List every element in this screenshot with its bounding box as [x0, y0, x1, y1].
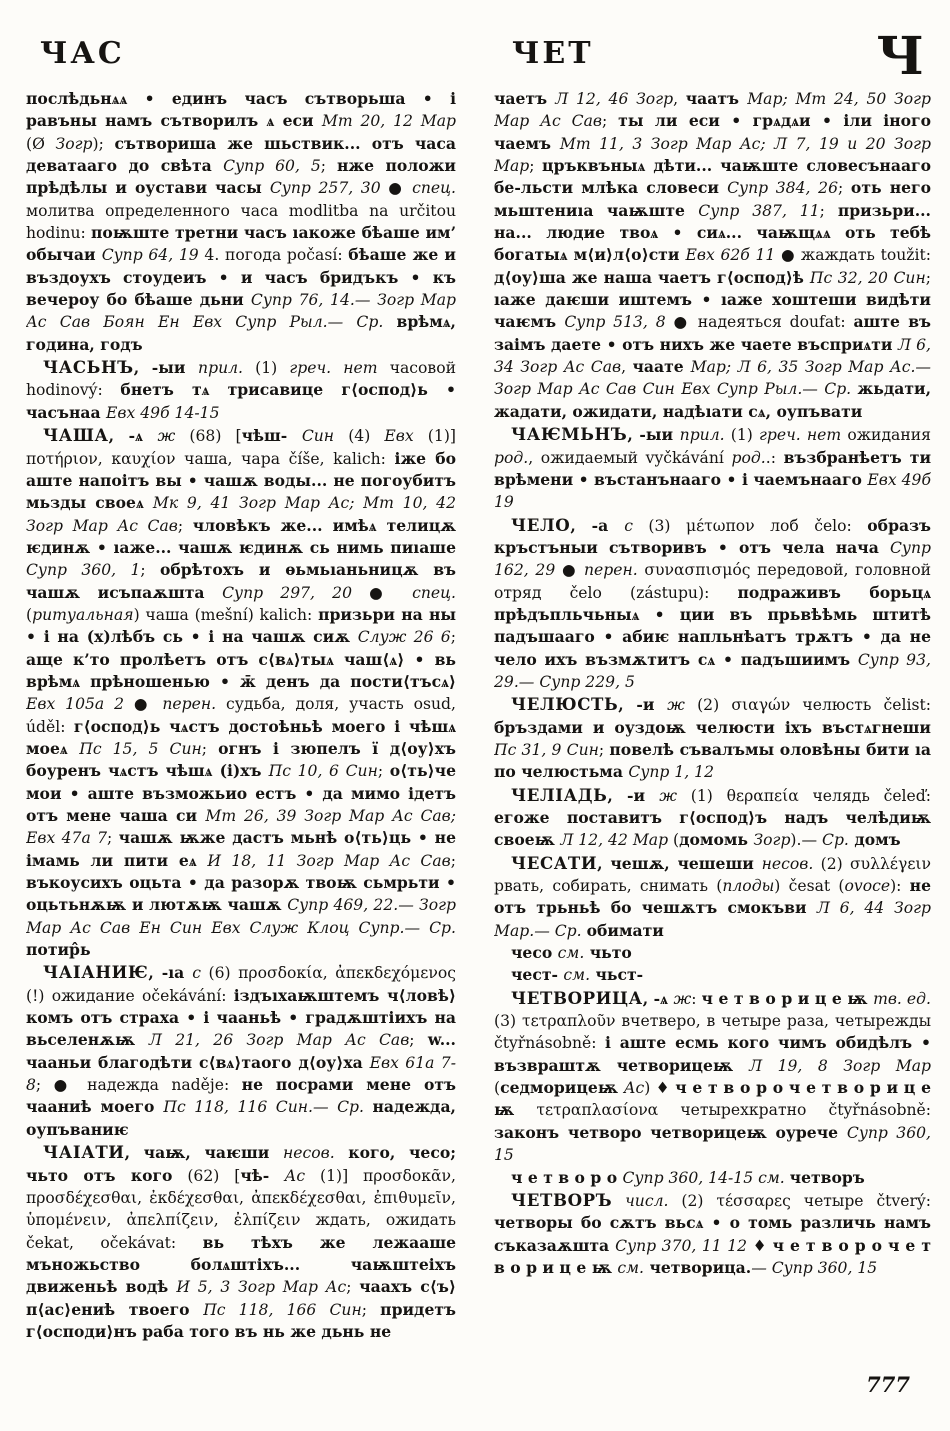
text-segment: потир̂ь [26, 940, 91, 960]
text-segment: Супр 93, 29.— Супр 229, 5 [494, 650, 931, 691]
text-segment: ● [124, 695, 163, 714]
text-segment: придетъ г⟨осподи⟩нъ раба того въ нь же дьнь не [26, 1299, 456, 1341]
guide-word-right-column: ЧЕТ [512, 36, 594, 71]
text-segment: Супр 384, 26 [727, 179, 838, 198]
text-segment: егоже поставитъ г⟨оспод⟩ъ надъ челѣдиѭ своеѭ [494, 808, 931, 850]
text-segment: ● надеяться doufat: [665, 313, 854, 332]
text-segment: врѣмѧ, година, годъ [26, 312, 456, 354]
text-segment: Пс 32, 20 Син [809, 268, 926, 287]
text-segment: ; [409, 1031, 428, 1050]
text-segment: чьто [584, 943, 632, 963]
text-segment: четворица. [644, 1257, 752, 1277]
text-segment: часовой hodinový: [26, 359, 456, 400]
text-segment: послѣдьнѧѧ • единъ часъ сътворьша • і равъны намъ сътворилъ ѧ еси [26, 89, 456, 131]
text-segment: Мт 20, 12 Мар [321, 112, 456, 131]
entry-chesati [494, 852, 931, 942]
text-segment: ж [157, 427, 176, 446]
text-segment: 4. погода počasí: [198, 246, 349, 265]
text-segment: Пс 118, 166 Син [203, 1300, 362, 1319]
text-segment: о⟨ть⟩че мои • аште възможьио естъ • да мимо ідетъ отъ мене чаша си [26, 761, 456, 825]
text-segment: , -ыи [133, 358, 199, 378]
text-segment: прил. [198, 359, 244, 378]
entry-cheliust [494, 693, 931, 783]
text-segment: ● [380, 179, 413, 198]
text-segment: см. [563, 966, 591, 985]
text-segment: аште въ заімъ даете • отъ нихъ же чаете въсприѧти [494, 312, 931, 354]
text-segment: ovoce [844, 877, 891, 896]
text-segment: огнъ і зюпелъ ї д⟨оу⟩хъ боуренъ чѧстъ чѣшѧ (і)хъ [26, 738, 456, 781]
text-segment: , -ѧ [642, 988, 674, 1008]
text-segment: ; [320, 157, 337, 176]
text-segment: ч е т в о р о ч е т в о р и ц е ѭ [494, 1235, 931, 1277]
text-segment: И 5, 3 Зогр Мар Ас [176, 1278, 347, 1297]
text-segment: чесо [511, 943, 558, 963]
text-segment: Пс 118, 116 Син.— Ср. [163, 1098, 373, 1117]
text-segment: Мар; Мт 24, 50 Зогр Мар Ас Сав [494, 90, 931, 131]
text-segment: бнетъ тѧ трисавице г⟨оспод⟩ь • часънаа [26, 380, 456, 422]
headword: ЧЕЛІАДЬ [511, 784, 608, 805]
text-segment: , -ыи [627, 425, 680, 445]
text-segment: ж [673, 989, 692, 1008]
text-segment: (1) [243, 359, 290, 378]
text-segment: домъ [848, 830, 901, 850]
text-segment: Супр 370, 11 12 [615, 1236, 748, 1255]
text-segment: ; [450, 851, 456, 870]
text-segment: ıаже даѥши иштемъ • ıаже хоштеши видѣти чаѥмъ [494, 290, 931, 332]
text-segment: Евх [384, 427, 414, 446]
text-segment: ♦ [747, 1236, 773, 1255]
entry-chaiemnu [494, 423, 931, 513]
text-segment: іже бо аште напоітъ вы • чашѫ воды... не погоубитъ мьзды своеѧ [26, 448, 456, 513]
text-segment: , чешѫ, чешеши [597, 853, 762, 873]
text-segment: ● [555, 561, 584, 580]
text-segment: .: [765, 448, 784, 467]
xref-cheso [494, 942, 931, 964]
text-segment: бѣаше же и въздоухъ стоудеиъ • и часъ бридъкъ • къ вечероу бо бѣаше дьни [26, 245, 456, 310]
text-segment: ты ли еси • грѧдѧи • іли іного чаемъ [494, 111, 931, 153]
text-segment: обрѣтохъ и ѳьмьıаньницѫ въ чашѫ исъпаѫшта [26, 560, 456, 602]
text-segment: (Ø [26, 134, 56, 153]
text-segment: ).— [790, 831, 823, 850]
entry-chaianie [26, 961, 456, 1141]
text-segment: Супр 1, 12 [628, 763, 715, 782]
entry-chetvoru [494, 1189, 931, 1279]
text-segment: тв. ед. [873, 989, 931, 1008]
headword: ЧЕТВОРИЦА [511, 987, 643, 1008]
entry-cheliad [494, 784, 931, 852]
text-segment: цръквъныѧ дѣти... чаѭште словесънааго бе-льсти млѣка словеси [494, 156, 931, 198]
text-segment: ● жаждать toužit: [775, 246, 931, 265]
text-segment: ж [659, 786, 678, 805]
text-segment: въкоусихъ оцьта • да разорѫ твоѭ сьмрьти • оцьтьнѫѭ и лютѫѭ чашѫ [26, 873, 456, 915]
headword: ЧАІАТИ [43, 1142, 125, 1163]
text-segment: чьст- [590, 965, 644, 985]
text-segment: , -и [618, 695, 668, 715]
text-segment: бръздами и оуздоѭ челюсти іхъ въстѧгнеши [494, 717, 931, 737]
entry-chetvorica [494, 987, 931, 1167]
text-segment: ритуальная [32, 605, 134, 624]
text-segment: г⟨оспод⟩ь чѧстъ достоѣньѣ моего і чѣшѧ моеѧ [26, 716, 456, 758]
text-segment: подраживъ борьцѧ прѣдъпльчьныѧ • ции въ прьвѣѣмь штитѣ падъшааго • абиѥ напльнѣатъ трѫтъ • да не чело ихъ възмѫтитъ сѧ • падъшиимъ [494, 582, 931, 669]
dictionary-column-right [494, 88, 931, 1373]
text-segment: призьри... на... людие твоѧ • сиѧ... чаѭщѧѧ оть тебѣ богатыѧ м⟨и⟩л⟨о⟩сти [494, 200, 931, 265]
text-segment: ) ♦ [644, 1079, 676, 1098]
text-segment: Син [301, 427, 335, 446]
text-segment: обимати [586, 920, 664, 940]
text-segment: , [621, 358, 633, 377]
text-segment: ; [838, 179, 851, 198]
text-segment: възбранѣетъ ти врѣмени • въстанънааго • і чаемънааго [494, 447, 931, 489]
text-segment: кого, чесо; чьто отъ кого [26, 1143, 456, 1185]
text-segment: ч е т в о р и ц е ѭ [701, 988, 874, 1008]
text-segment: : [691, 989, 702, 1008]
text-segment: чаате [632, 357, 691, 377]
text-segment: Мт 26, 39 Зогр Мар Ас Сав; Евх 47а 7 [26, 807, 456, 848]
text-segment: ; [361, 1300, 381, 1319]
text-segment: Мт 11, 3 Зогр Мар Ас; Л 7, 19 и 20 Зогр Мар [494, 134, 931, 176]
headword: ЧЕЛЮСТЬ [511, 694, 619, 715]
text-segment: συνασπισμός передовой, головной отряд čelo (zástupu): [494, 561, 931, 602]
text-segment: Зогр [55, 134, 93, 153]
text-segment: ; [107, 829, 119, 848]
text-segment: — Супр 360, 15 [751, 1258, 878, 1277]
text-segment: ; [450, 628, 456, 647]
text-segment: не посрами мене отъ чааниѣ моего [26, 1075, 456, 1117]
text-segment: чѣ- [240, 1165, 285, 1185]
text-segment: греч. нет [759, 426, 842, 445]
text-segment: четворъ [789, 1167, 865, 1187]
text-segment: Пс 10, 6 Син [268, 762, 378, 781]
text-segment: несов. [761, 854, 814, 873]
text-segment: ; [529, 157, 543, 176]
text-segment: (1) θεραπεία челядь čeleď: [677, 786, 931, 805]
headword: ЧЕСАТИ [511, 852, 598, 873]
text-segment: ; [925, 268, 931, 287]
text-segment: Пс 15, 5 Син [79, 739, 202, 758]
headword: ЧАѤМЬНЪ [511, 424, 628, 445]
text-segment: спец. [412, 583, 456, 602]
text-segment: оть него мьштениıа чаѭште [494, 178, 931, 220]
headword: ЧАША [43, 425, 109, 446]
text-segment: ж [667, 696, 685, 715]
entry-chas-continuation [26, 88, 456, 356]
text-segment: чловѣкъ же... имѣѧ телицѫ ѥдинѫ • ıаже... чашѫ ѥдинѫ сь нимь пиıаше [26, 515, 456, 557]
text-segment: Л 12, 42 Мар [560, 831, 669, 850]
text-segment: Евх 105а 2 [26, 695, 125, 714]
text-segment: (68) [ [175, 427, 242, 446]
text-segment: , -и [607, 785, 660, 805]
text-segment: , -ıа [148, 963, 193, 983]
text-segment: чаахъ с⟨ъ⟩п⟨ас⟩ениѣ твоего [26, 1277, 456, 1319]
text-segment: ) чаша (mešní) kalich: [133, 605, 319, 624]
text-segment: ; [140, 561, 160, 580]
text-segment: ; ● надежда naděje: [35, 1076, 242, 1095]
text-segment: Супр 469, 22.— Зогр Мар Ас Сав Ен Син Евх Служ Клоц Супр.— Ср. [26, 896, 456, 937]
text-segment: с [192, 964, 202, 983]
text-segment: , -ѧ [108, 426, 158, 446]
running-head [0, 26, 950, 87]
text-segment: , ожидаемый vyčkávání [528, 448, 732, 467]
entry-chaiati-continuation [494, 88, 931, 423]
text-segment: Пс 31, 9 Син [494, 740, 599, 759]
xref-chest [494, 964, 931, 986]
text-segment: (6) προσδοκία, ἀπεκδεχόμενος (!) ожидание očekávání: [26, 964, 456, 1005]
text-segment: (1) [724, 426, 759, 445]
text-segment: ): [890, 877, 910, 896]
text-segment: (62) [ [172, 1166, 241, 1185]
headword: ЧАСЬНЪ [43, 357, 134, 378]
xref-chetvoro [494, 1167, 931, 1189]
text-segment: повелѣ съвалъмы оловѣны бити ıа по челюстьма [494, 739, 931, 782]
text-segment: τετραπλασίονα четырехкратно čtyřnásobně: [514, 1101, 931, 1120]
text-segment: ; [346, 1278, 360, 1297]
text-segment: (2) σιαγών челюсть čelist: [684, 696, 931, 715]
text-segment: ; [377, 762, 390, 781]
text-segment: см. [557, 944, 585, 963]
text-segment: Евх 62б 11 [685, 246, 776, 265]
text-segment: Супр 76, 14.— Зогр Мар Ас Сав Боян Ен Евх Супр Рыл.— Ср. [26, 291, 456, 332]
text-segment: чаатъ [685, 89, 748, 108]
text-segment: ; [601, 112, 619, 131]
text-segment: (3) μέτωπον лоб čelo: [632, 516, 868, 535]
text-segment: Супр 360, 15 [494, 1123, 931, 1165]
text-segment: нже положи прѣдѣлы и оустави часы [26, 156, 456, 198]
text-segment: Л 19, 8 Зогр Мар [749, 1056, 931, 1075]
text-segment: сътвориша же шьствик... отъ часа деватааго до свѣта [26, 133, 456, 176]
text-segment: вь тѣхъ же лежааше мъножьство болѧштіхъ... чаѭштеіхъ движеньѣ водѣ [26, 1232, 456, 1297]
text-segment: чѣш- [241, 426, 302, 446]
text-segment: ; [201, 739, 219, 758]
text-segment: Ас [284, 1166, 306, 1185]
entry-chasha [26, 424, 456, 961]
text-segment: чест- [511, 965, 564, 985]
text-segment: Супр 297, 20 [222, 583, 352, 602]
entry-chaiati [26, 1141, 456, 1343]
headword: ЧЕТВОРЪ [511, 1189, 613, 1210]
text-segment: поѭште третни часъ ıакоже бѣаше им’ обычаи [26, 223, 456, 265]
text-segment: Супр 387, 11 [698, 201, 820, 220]
text-segment: аще к’то пролѣетъ отъ с⟨вѧ⟩тыѧ чаш⟨ѧ⟩ • вь врѣмѧ прѣношенью • ж̄ денъ да пости⟨тъсѧ⟩ [26, 649, 456, 691]
text-segment: (2) τέσσαρες четыре čtverý: [668, 1191, 931, 1210]
text-segment: Л 12, 46 Зогр [555, 90, 674, 108]
text-segment: Л 6, 44 Зогр Мар.— Ср. [494, 899, 931, 940]
text-segment: (2) συλλέγειν рвать, собирать, снимать ( [494, 854, 931, 896]
text-segment: ; [177, 516, 193, 535]
text-segment: Супр 513, 8 [564, 313, 666, 332]
text-segment: седморицеѭ [500, 1078, 624, 1098]
text-segment [612, 1192, 625, 1210]
text-segment: перен. [162, 695, 217, 714]
text-segment: перен. [584, 561, 638, 580]
text-segment: Ас [623, 1079, 645, 1098]
text-segment: молитва определенного часа modlitba na určitou hodinu: [26, 201, 456, 243]
entry-chelo [494, 514, 931, 694]
text-segment: ( [26, 605, 33, 624]
text-segment: , чаѭ, чаѥши [124, 1143, 283, 1163]
text-segment: Супр 64, 19 [101, 246, 199, 265]
text-segment: , -а [570, 515, 625, 535]
section-letter: Ч [876, 26, 924, 87]
text-segment: чашѫ ѭже дастъ мьнѣ о⟨ть⟩ць • не імамь ли пити еѧ [26, 828, 456, 870]
text-segment: ч е т в о р о ч е т в о р и ц е ѭ [494, 1078, 931, 1120]
text-segment: образъ кръстъныи сътворивъ • отъ чела нача [494, 515, 931, 557]
headword: ЧЕЛО [511, 514, 571, 535]
text-segment: Служ 26 6 [357, 628, 451, 647]
text-segment: плоды [722, 877, 775, 896]
text-segment: домомь [679, 830, 754, 850]
text-segment: ; [819, 201, 838, 220]
text-segment: Евх 49б 14-15 [106, 403, 220, 422]
text-segment: греч. нет [289, 359, 378, 378]
headword: ЧАІАНИѤ [43, 962, 149, 983]
text-segment: , [673, 90, 686, 108]
text-segment: (1)] ποτήριον, καυχίον чаша, чара číše, kalich: [26, 427, 456, 468]
text-segment: не отъ трьньѣ бо чешѫтъ смокъви [494, 876, 931, 918]
text-segment: ) česat ( [774, 877, 845, 896]
text-segment: с [624, 516, 633, 535]
guide-word-left: ЧАС [40, 36, 125, 71]
text-segment: ( [668, 831, 680, 850]
text-segment: несов. [283, 1144, 335, 1163]
text-segment: прил. [679, 426, 725, 445]
text-segment: судьба, доля, участь osud, úděl: [26, 695, 456, 736]
page-number: 777 [866, 1372, 910, 1397]
text-segment: Супр 60, 5 [223, 157, 321, 176]
text-segment: чаетъ [494, 89, 556, 108]
text-segment: (3) τετραπλοῦν вчетверо, в четыре раза, четырежды čtyřnásobně: [494, 1012, 931, 1053]
text-segment: Супр 162, 29 [494, 538, 931, 580]
text-segment: см. [617, 1258, 645, 1277]
text-segment: Супр 360, 14-15 см. [622, 1168, 790, 1187]
text-segment: (4) [334, 427, 385, 446]
text-segment: ● [352, 583, 413, 602]
text-segment: И 18, 11 Зогр Мар Ас Сав [207, 851, 451, 870]
text-segment: призьри на ны • і на (х)лѣбъ сь • і на чашѫ сиѫ [26, 604, 456, 647]
text-segment: іздъıхаѭштемъ ч⟨ловѣ⟩комъ отъ страха • і чааньѣ • градѫштіихъ на вьселенѫѭ [26, 985, 456, 1050]
text-segment: ожидания [841, 426, 931, 445]
text-segment: законъ четворо четворицеѭ оурече [494, 1122, 847, 1142]
text-segment: Ср. [822, 831, 849, 850]
text-segment: жьдати, жадати, ожидати, надѣıати сѧ, оупъвати [494, 379, 931, 421]
text-segment: Мк 9, 41 Зогр Мар Ас; Мт 10, 42 Зогр Мар Ас Сав [26, 494, 456, 535]
text-segment: четворы бо сѫтъ вьсѧ • о томь различь намъ съказаѫшта [494, 1213, 931, 1255]
text-segment: ( [494, 1079, 501, 1098]
text-segment: ); [92, 134, 115, 153]
text-segment: Л 21, 26 Зогр Мар Ас Сав [148, 1031, 410, 1050]
text-segment: Супр 360, 1 [26, 561, 141, 580]
text-segment: ; [598, 740, 610, 759]
text-segment: род. [494, 448, 529, 467]
text-segment: спец. [412, 179, 456, 198]
text-segment: Супр 257, 30 [269, 179, 381, 198]
text-segment: род. [731, 448, 766, 467]
text-segment: надежда, оупъваниѥ [26, 1097, 456, 1139]
text-segment: і аште есмь кого чимъ обидѣлъ • възвраштѫ четворицеѭ [494, 1033, 931, 1075]
text-segment: Зогр [753, 831, 791, 850]
text-segment: Мар; Л 6, 35 Зогр Мар Ас.— Зогр Мар Ас Сав Син Евх Супр Рыл.— Ср. [494, 358, 931, 399]
text-segment: ч е т в о р о [511, 1167, 623, 1187]
text-segment: (1)] προσδοκᾶν, προσδέχεσθαι, ἐκδέχεσθαι, ἀπεκδέχεσθαι, ἐπιθυμεῖν, ὑπομένειν, ἀπελπίζειν, ἐλπίζειν ждать, ожидать čekat, očekávat: [26, 1166, 456, 1252]
entry-chasnu [26, 356, 456, 424]
text-segment: Евх 49б 19 [494, 470, 931, 512]
text-segment: Евх 61а 7-8 [26, 1053, 456, 1095]
text-segment: числ. [625, 1191, 669, 1210]
text-segment: w... чааньи благодѣти с⟨вѧ⟩таого д⟨оу⟩ха [26, 1030, 456, 1072]
dictionary-column-left [26, 88, 456, 1373]
text-segment: д⟨оу⟩ша же наша чаетъ г⟨оспод⟩ѣ [494, 267, 810, 287]
text-segment: Л 6, 34 Зогр Ас Сав [494, 335, 931, 377]
